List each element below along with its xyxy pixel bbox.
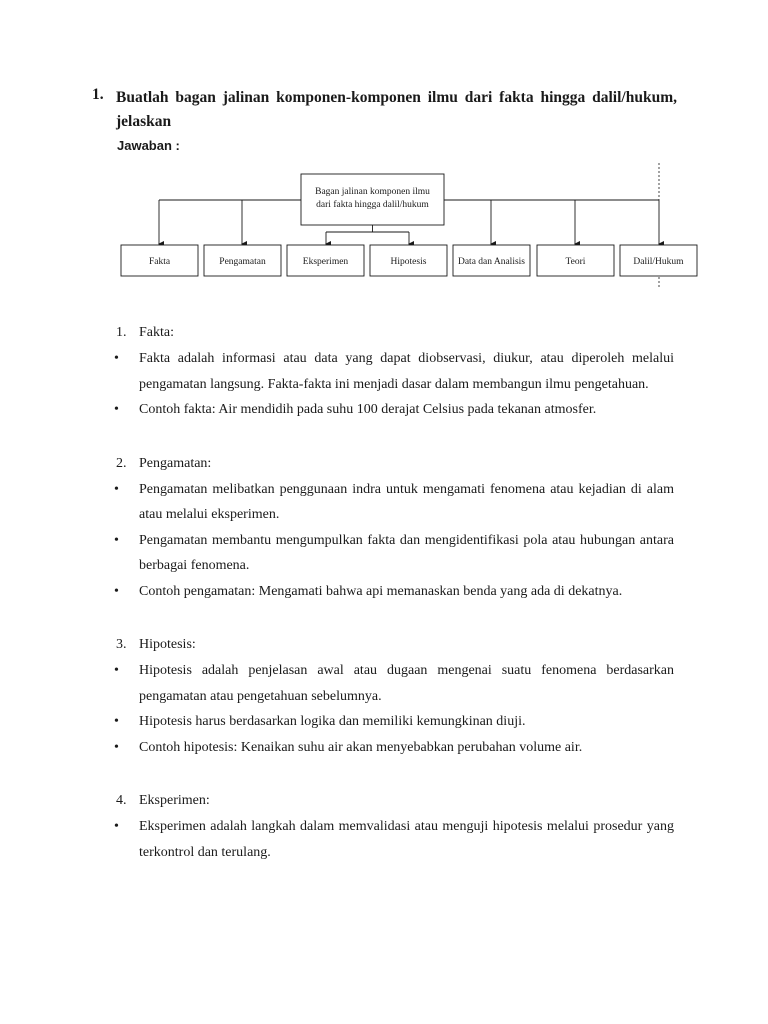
bullet-item xyxy=(0,579,768,605)
bullet-dot-icon: • xyxy=(114,481,119,497)
section-number: 3. xyxy=(116,637,127,652)
section-title xyxy=(0,788,768,814)
bullet-text: Contoh pengamatan: Mengamati bahwa api memanaskan benda yang ada di dekatnya. xyxy=(139,583,623,599)
bullet-dot-icon: • xyxy=(114,583,119,599)
section-number: 1. xyxy=(116,325,127,340)
bullet-dot-icon: • xyxy=(114,739,119,755)
section-pengamatan xyxy=(0,451,768,605)
section-number: 2. xyxy=(116,455,127,471)
bullet-dot-icon: • xyxy=(114,532,119,548)
section-label: Eksperimen: xyxy=(139,793,210,808)
question-text: Buatlah bagan jalinan komponen-komponen ilmu dari fakta hingga dalil/hukum, jelaskan xyxy=(116,89,677,130)
bullet-dot-icon: • xyxy=(114,663,119,678)
bullet-item xyxy=(0,814,768,865)
bullet-text: Pengamatan melibatkan penggunaan indra untuk mengamati fenomena atau kejadian di alam atau melalui eksperimen. xyxy=(139,481,674,522)
bullet-item xyxy=(0,528,768,579)
bullet-dot-icon: • xyxy=(114,351,119,366)
bullet-item xyxy=(0,709,768,735)
diagram-label-hipotesis: Hipotesis xyxy=(390,257,427,267)
answer-content xyxy=(0,320,768,865)
diagram-label-eksperimen: Eksperimen xyxy=(302,257,349,267)
section-label: Pengamatan: xyxy=(139,455,212,471)
bullet-text: Hipotesis harus berdasarkan logika dan memiliki kemungkinan diuji. xyxy=(139,714,526,729)
bullet-dot-icon: • xyxy=(114,714,119,729)
bullet-item xyxy=(0,346,768,397)
section-title xyxy=(0,632,768,658)
bullet-text: Pengamatan membantu mengumpulkan fakta dan mengidentifikasi pola atau hubungan antara berbagai fenomena. xyxy=(139,532,674,573)
diagram-label-pengamatan: Pengamatan xyxy=(219,257,266,267)
section-title xyxy=(0,320,768,346)
diagram-label-fakta: Fakta xyxy=(148,257,171,267)
bullet-item xyxy=(0,735,768,761)
diagram-label-dalil-hukum: Dalil/Hukum xyxy=(633,257,684,267)
bullet-text: Fakta adalah informasi atau data yang dapat diobservasi, diukur, atau diperoleh melalui pengamatan langsung. Fakta-fakta ini menjadi dasar dalam membangun ilmu pengetahuan. xyxy=(139,351,674,392)
component-diagram xyxy=(0,150,768,290)
bullet-text: Contoh hipotesis: Kenaikan suhu air akan menyebabkan perubahan volume air. xyxy=(139,739,583,755)
diagram-root-line1: Bagan jalinan komponen ilmu xyxy=(315,187,430,197)
section-title xyxy=(0,451,768,477)
section-eksperimen xyxy=(0,788,768,865)
bullet-dot-icon: • xyxy=(114,402,119,417)
bullet-text: Eksperimen adalah langkah dalam memvalidasi atau menguji hipotesis melalui prosedur yang terkontrol dan terulang. xyxy=(139,819,674,860)
section-fakta xyxy=(0,320,768,423)
bullet-text: Contoh fakta: Air mendidih pada suhu 100 derajat Celsius pada tekanan atmosfer. xyxy=(139,402,597,417)
section-label: Hipotesis: xyxy=(139,637,196,652)
section-label: Fakta: xyxy=(139,325,174,340)
bullet-item xyxy=(0,397,768,423)
section-number: 4. xyxy=(116,793,127,808)
diagram-label-teori: Teori xyxy=(565,257,586,267)
bullet-text: Hipotesis adalah penjelasan awal atau dugaan mengenai suatu fenomena berdasarkan pengamatan atau pengetahuan sebelumnya. xyxy=(139,663,674,704)
answer-label: Jawaban : xyxy=(117,138,180,153)
section-hipotesis xyxy=(0,632,768,760)
bullet-item xyxy=(0,658,768,709)
diagram-root-line2: dari fakta hingga dalil/hukum xyxy=(316,200,429,210)
diagram-label-data-analisis: Data dan Analisis xyxy=(457,257,526,267)
question-number: 1. xyxy=(92,86,104,103)
bullet-item xyxy=(0,477,768,528)
bullet-dot-icon: • xyxy=(114,819,119,834)
